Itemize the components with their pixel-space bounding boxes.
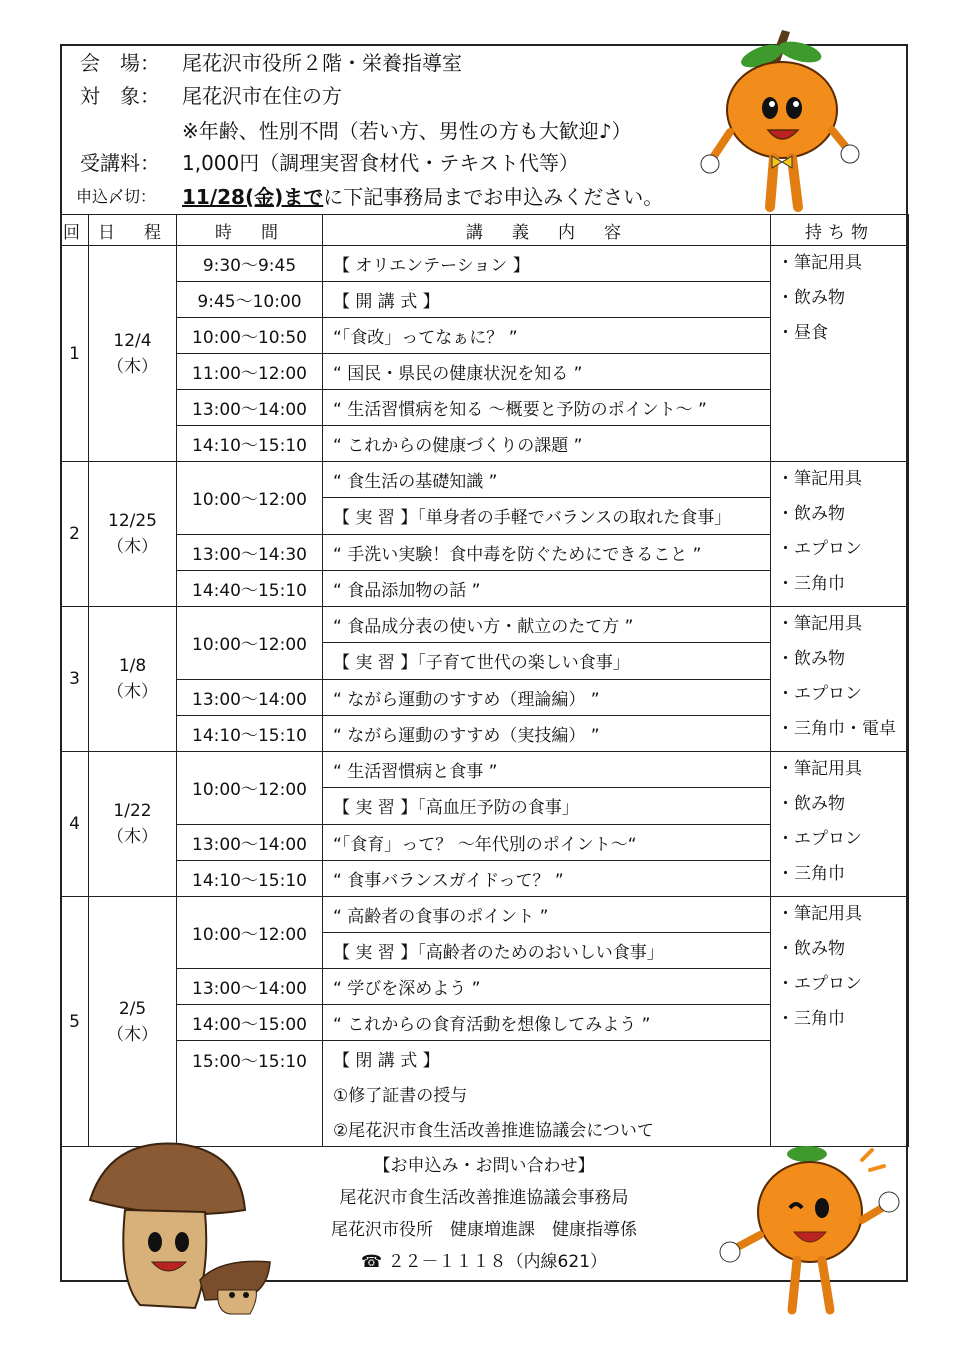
table-row bbox=[61, 462, 909, 498]
session-items: ・筆記用具 ・飲み物 ・昼食 bbox=[771, 246, 909, 462]
target-label: 対 象： bbox=[80, 84, 160, 108]
session-content: 【 実 習 】「子育て世代の楽しい食事」 bbox=[323, 643, 771, 679]
session-content: 【 実 習 】「高血圧予防の食事」 bbox=[323, 788, 771, 824]
session-time: 13:00～14:30 bbox=[177, 534, 323, 570]
phone-icon: ☎ bbox=[360, 1252, 383, 1272]
table-row bbox=[61, 897, 909, 933]
session-content: “ 生活習慣病を知る ～概要と予防のポイント～ ” bbox=[323, 390, 771, 426]
session-time: 9:45～10:00 bbox=[177, 282, 323, 318]
session-time: 10:00～12:00 bbox=[177, 462, 323, 535]
session-content: 【 開 講 式 】 bbox=[323, 282, 771, 318]
session-content: 【 実 習 】「高齢者のためのおいしい食事」 bbox=[323, 933, 771, 969]
header-date: 日 程 bbox=[89, 215, 177, 246]
session-content: “「食育」って？ ～年代別のポイント～“ bbox=[323, 824, 771, 860]
session-items: ・筆記用具 ・飲み物 ・エプロン ・三角巾・電卓 bbox=[771, 607, 909, 752]
session-time: 10:00～10:50 bbox=[177, 318, 323, 354]
session-items: ・筆記用具 ・飲み物 ・エプロン ・三角巾 bbox=[771, 462, 909, 607]
deadline-date: 11/28(金)まで bbox=[182, 185, 324, 209]
session-date: 12/25 （木） bbox=[89, 462, 177, 607]
session-content: “ 食品添加物の話 ” bbox=[323, 570, 771, 606]
session-content: “ 国民・県民の健康状況を知る ” bbox=[323, 354, 771, 390]
session-time: 14:10～15:10 bbox=[177, 860, 323, 896]
session-content: “「食改」ってなぁに？ ” bbox=[323, 318, 771, 354]
session-num: 2 bbox=[61, 462, 89, 607]
session-content: 【 実 習 】「単身者の手軽でバランスの取れた食事」 bbox=[323, 498, 771, 534]
session-content: “ 食生活の基礎知識 ” bbox=[323, 462, 771, 498]
contact-org: 尾花沢市食生活改善推進協議会事務局 bbox=[339, 1188, 629, 1208]
session-content: ②尾花沢市食生活改善推進協議会について bbox=[323, 1111, 771, 1147]
session-content: “ 食品成分表の使い方・献立のたて方 ” bbox=[323, 607, 771, 643]
session-time: 14:10～15:10 bbox=[177, 426, 323, 462]
session-time: 15:00～15:10 bbox=[177, 1041, 323, 1147]
orange-mascot-icon bbox=[712, 1140, 902, 1320]
table-row bbox=[61, 607, 909, 643]
session-content: “ これからの食育活動を想像してみよう ” bbox=[323, 1005, 771, 1041]
deadline-label: 申込〆切： bbox=[76, 187, 157, 206]
table-row bbox=[61, 752, 909, 788]
fee-label: 受講料： bbox=[80, 151, 160, 175]
target: 尾花沢市在住の方 bbox=[182, 84, 342, 108]
target-note: ※年齢、性別不問（若い方、男性の方も大歓迎♪） bbox=[182, 119, 632, 143]
schedule-table bbox=[60, 214, 909, 1147]
session-content: 【 オリエンテーション 】 bbox=[323, 246, 771, 282]
session-content: “ 高齢者の食事のポイント ” bbox=[323, 897, 771, 933]
session-items: ・筆記用具 ・飲み物 ・エプロン ・三角巾 bbox=[771, 752, 909, 897]
session-time: 13:00～14:00 bbox=[177, 679, 323, 715]
session-time: 14:40～15:10 bbox=[177, 570, 323, 606]
session-content: “ ながら運動のすすめ（実技編） ” bbox=[323, 715, 771, 751]
session-items: ・筆記用具 ・飲み物 ・エプロン ・三角巾 bbox=[771, 897, 909, 1147]
session-time: 10:00～12:00 bbox=[177, 897, 323, 969]
session-content: “ 食事バランスガイドって？ ” bbox=[323, 860, 771, 896]
session-content: ①修了証書の授与 bbox=[323, 1076, 771, 1111]
session-time: 13:00～14:00 bbox=[177, 824, 323, 860]
contact-dept: 尾花沢市役所 健康増進課 健康指導係 bbox=[331, 1220, 637, 1240]
header-time: 時 間 bbox=[177, 215, 323, 246]
session-time: 13:00～14:00 bbox=[177, 969, 323, 1005]
mushroom-mascot-icon bbox=[70, 1130, 290, 1315]
session-time: 9:30～9:45 bbox=[177, 246, 323, 282]
session-content: 【 閉 講 式 】 bbox=[323, 1041, 771, 1077]
table-header bbox=[61, 215, 909, 246]
contact-phone: ２２－１１１８（内線621） bbox=[387, 1252, 608, 1272]
table-row bbox=[61, 246, 909, 282]
contact-heading: 【お申込み・お問い合わせ】 bbox=[373, 1156, 595, 1176]
header-content: 講 義 内 容 bbox=[323, 215, 771, 246]
session-time: 10:00～12:00 bbox=[177, 607, 323, 680]
session-time: 11:00～12:00 bbox=[177, 354, 323, 390]
deadline-text: に下記事務局までお申込みください。 bbox=[323, 185, 664, 209]
session-content: “ これからの健康づくりの課題 ” bbox=[323, 426, 771, 462]
venue-label: 会 場： bbox=[80, 51, 160, 75]
session-time: 14:00～15:00 bbox=[177, 1005, 323, 1041]
persimmon-mascot-icon bbox=[700, 22, 860, 217]
session-time: 10:00～12:00 bbox=[177, 752, 323, 825]
session-content: “ 手洗い実験！食中毒を防ぐためにできること ” bbox=[323, 534, 771, 570]
session-date: 1/22 （木） bbox=[89, 752, 177, 897]
session-num: 4 bbox=[61, 752, 89, 897]
session-num: 5 bbox=[61, 897, 89, 1147]
session-num: 3 bbox=[61, 607, 89, 752]
session-time: 14:10～15:10 bbox=[177, 715, 323, 751]
session-content: “ ながら運動のすすめ（理論編） ” bbox=[323, 679, 771, 715]
venue: 尾花沢市役所２階・栄養指導室 bbox=[182, 51, 462, 75]
session-date: 2/5 （木） bbox=[89, 897, 177, 1147]
session-num: 1 bbox=[61, 246, 89, 462]
fee: 1,000円（調理実習食材代・テキスト代等） bbox=[182, 151, 579, 175]
session-time: 13:00～14:00 bbox=[177, 390, 323, 426]
header-items: 持ち物 bbox=[771, 215, 909, 246]
session-content: “ 学びを深めよう ” bbox=[323, 969, 771, 1005]
session-date: 12/4 （木） bbox=[89, 246, 177, 462]
header-num: 回 bbox=[61, 215, 89, 246]
session-date: 1/8 （木） bbox=[89, 607, 177, 752]
session-content: “ 生活習慣病と食事 ” bbox=[323, 752, 771, 788]
